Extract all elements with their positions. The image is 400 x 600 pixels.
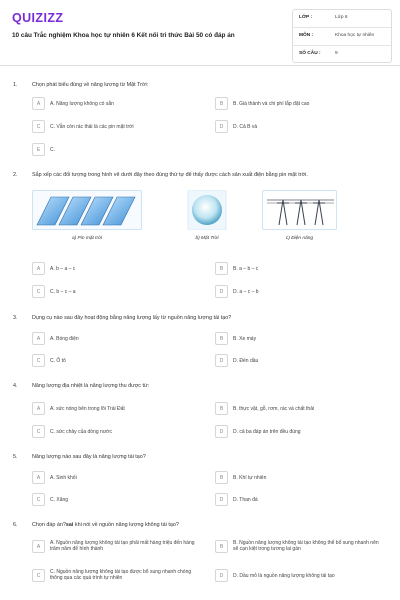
option-letter: B [215, 471, 228, 484]
question-number: 5. [13, 454, 18, 460]
question-number: 3. [13, 315, 18, 321]
option-c[interactable] [32, 425, 202, 439]
question-3 [0, 315, 400, 375]
option-text: C. Nguồn năng lượng không tái tạo được bổ sung nhanh chóng thông qua các quá trình tự nhiên [50, 569, 192, 582]
option-a[interactable] [32, 471, 202, 485]
option-b[interactable] [215, 402, 385, 416]
option-letter: A [32, 262, 45, 275]
meta-value: Lớp 6 [335, 15, 348, 20]
question-number: 2. [13, 172, 18, 178]
worksheet-header [0, 0, 400, 66]
question-text-emphasis: sai [65, 522, 74, 528]
option-text: A. Nguồn năng lượng không tái tạo phải mất hàng triệu đến hàng trăm năm để hình thành [50, 540, 195, 553]
option-text: C. Xăng [50, 497, 69, 503]
option-d[interactable] [215, 285, 385, 299]
question-1 [0, 80, 400, 160]
option-a[interactable] [32, 262, 202, 276]
option-text: B. Giá thành và chi phí lắp đặt cao [233, 101, 310, 107]
option-b[interactable] [215, 332, 385, 346]
question-4 [0, 383, 400, 443]
option-text: D. Cả B và [233, 124, 258, 130]
option-text: C. Vẫn còn rác thải là các pin mặt trời [50, 124, 134, 130]
option-text: A. sức nóng bên trong lõi Trái Đất [50, 406, 125, 412]
question-5 [0, 454, 400, 514]
option-a[interactable] [32, 402, 202, 416]
question-text: Chọn phát biểu đúng về năng lượng từ Mặt Trời: [32, 82, 149, 88]
solar-panel-icon [33, 191, 143, 231]
option-letter: C [32, 569, 45, 582]
option-text: A. Bóng điện [50, 336, 79, 342]
question-text: Sắp xếp các đối tượng trong hình vẽ dưới đây theo đúng thứ tự để thấy được cách sản xuất điện bằng pin mặt trời. [32, 172, 308, 178]
option-letter: A [32, 471, 45, 484]
option-letter: B [215, 97, 228, 110]
option-d[interactable] [215, 120, 385, 134]
option-text: A. b – a – c [50, 266, 76, 272]
meta-value: 9 [335, 51, 338, 56]
solar-panel-image [32, 190, 142, 230]
question-text-post: khi nói về nguồn năng lượng không tái tạo? [73, 522, 179, 528]
option-letter: C [32, 120, 45, 133]
question-2-figures [32, 190, 382, 245]
sun-icon [162, 190, 252, 230]
question-text: Năng lượng địa nhiệt là năng lượng thu được từ: [32, 383, 150, 389]
figure-caption: b) Mặt Trời [195, 236, 219, 241]
question-2-options [0, 262, 400, 302]
option-letter: B [215, 262, 228, 275]
option-d[interactable] [215, 569, 385, 583]
option-a[interactable] [32, 332, 202, 346]
option-text: D. cả ba đáp án trên đều đúng [233, 429, 301, 435]
option-text: B. a – b – c [233, 266, 259, 272]
option-letter: B [215, 402, 228, 415]
option-c[interactable] [32, 354, 202, 368]
option-b[interactable] [215, 262, 385, 276]
option-letter: A [32, 332, 45, 345]
option-letter: C [32, 425, 45, 438]
worksheet-title: 10 câu Trắc nghiệm Khoa học tự nhiên 6 Kết nối tri thức Bài 50 có đáp án [12, 32, 235, 39]
option-d[interactable] [215, 425, 385, 439]
option-text: D. Đèn dầu [233, 358, 259, 364]
option-a[interactable] [32, 97, 202, 111]
meta-label: SỐ CÂU : [299, 51, 321, 56]
option-letter: A [32, 402, 45, 415]
option-letter: C [32, 493, 45, 506]
option-c[interactable] [32, 493, 202, 507]
option-text: C. [50, 147, 55, 153]
option-letter: B [215, 540, 228, 553]
question-text [32, 522, 179, 528]
option-text: B. Nguồn năng lượng không tái tạo không thể bổ sung nhanh nên sẽ cạn kiệt trong tương lai gần [233, 540, 379, 553]
meta-row-count [293, 46, 391, 64]
option-letter: A [32, 97, 45, 110]
option-letter: D [215, 120, 228, 133]
option-d[interactable] [215, 354, 385, 368]
meta-label: LỚP : [299, 15, 313, 20]
option-text: A. Năng lượng không có sẵn [50, 101, 114, 107]
meta-row-class [293, 10, 391, 28]
question-text: Năng lượng nào sau đây là năng lượng tái tạo? [32, 454, 146, 460]
option-e[interactable] [32, 143, 202, 157]
option-c[interactable] [32, 285, 202, 299]
option-text: C. Ô tô [50, 358, 66, 364]
option-b[interactable] [215, 471, 385, 485]
option-letter: D [215, 425, 228, 438]
option-c[interactable] [32, 120, 202, 134]
option-text: C. sức chảy của dòng nước [50, 429, 112, 435]
power-line-image [262, 190, 337, 230]
question-text: Dụng cụ nào sau đây hoạt động bằng năng lượng lấy từ nguồn năng lượng tái tạo? [32, 315, 232, 321]
option-text: A. Sinh khối [50, 475, 77, 481]
sun-image [162, 190, 252, 230]
question-number: 6. [13, 522, 18, 528]
option-c[interactable] [32, 569, 202, 583]
option-letter: D [215, 493, 228, 506]
question-text-pre: Chọn đáp án? [32, 522, 66, 528]
option-text: D. Dầu mỏ là nguồn năng lượng không tái tạo [233, 573, 335, 579]
question-number: 1. [13, 82, 18, 88]
option-letter: D [215, 569, 228, 582]
question-6 [0, 522, 400, 600]
quizizz-logo[interactable]: QUIZIZZ [12, 11, 64, 25]
option-d[interactable] [215, 493, 385, 507]
option-letter: D [215, 354, 228, 367]
option-letter: C [32, 354, 45, 367]
option-letter: B [215, 332, 228, 345]
option-text: D. Than đá [233, 497, 258, 503]
meta-value: Khoa học tự nhiên [335, 33, 375, 38]
option-letter: C [32, 285, 45, 298]
option-a[interactable] [32, 540, 202, 554]
figure-caption: a) Pin mặt trời [71, 236, 103, 241]
option-text: B. Khí tự nhiên [233, 475, 267, 481]
meta-table [292, 9, 392, 63]
option-text: C. b – c – a [50, 289, 76, 295]
option-letter: D [215, 285, 228, 298]
option-b[interactable] [215, 97, 385, 111]
question-number: 4. [13, 383, 18, 389]
option-letter: E [32, 143, 45, 156]
option-letter: A [32, 540, 45, 553]
option-text: D. a – c – b [233, 289, 259, 295]
option-text: B. thực vật, gỗ, rơm, rác và chất thải [233, 406, 315, 412]
power-tower-icon [263, 191, 338, 231]
option-b[interactable] [215, 540, 385, 554]
figure-caption: c) Điện năng [285, 236, 314, 241]
meta-row-subject [293, 28, 391, 46]
meta-label: MÔN : [299, 33, 314, 38]
option-text: B. Xe máy [233, 336, 257, 342]
